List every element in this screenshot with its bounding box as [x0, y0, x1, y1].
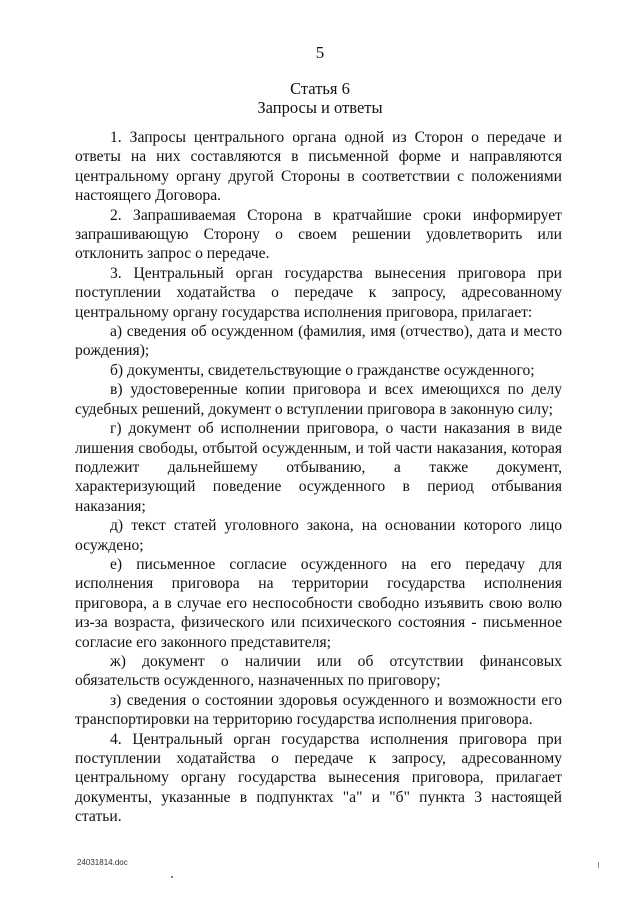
- subparagraph-a: а) сведения об осужденном (фамилия, имя (отчество), дата и место рождения);: [75, 323, 562, 360]
- subparagraph-zh: ж) документ о наличии или об отсутствии финансовых обязательств осужденного, назначенных по приговору;: [75, 652, 562, 690]
- subparagraph-e: е) письменное согласие осужденного на его передачу для исполнения приговора на территории государства исполнения приговора, а в случае его неспособности свободно изъявить свою волю из-за возраста, физического или психического состояния - письменное согласие его законного представителя;: [75, 555, 562, 651]
- article-title: Статья 6: [290, 79, 350, 98]
- paragraph-4: 4. Центральный орган государства исполнения приговора при поступлении ходатайства о передаче к запросу, адресованному центральному органу государства вынесения приговора, прилагает документы, указанные в подпунктах "а" и "б" пункта 3 настоящей статьи.: [75, 730, 562, 826]
- page-number: 5: [315, 43, 325, 62]
- subparagraph-v: в) удостоверенные копии приговора и всех имеющихся по делу судебных решений, документ о вступлении приговора в законную силу;: [75, 381, 562, 418]
- footer-filename: 24031814.doc: [77, 858, 128, 867]
- footer-dot-mark: [171, 876, 173, 878]
- subparagraph-d: д) текст статей уголовного закона, на основании которого лицо осуждено;: [75, 517, 562, 554]
- corner-tick-mark: [598, 862, 599, 868]
- paragraph-3: 3. Центральный орган государства вынесения приговора при поступлении ходатайства о передаче к запросу, адресованному центральному органу государства исполнения приговора, прилагает:: [75, 264, 562, 321]
- subparagraph-b: б) документы, свидетельствующие о гражданстве осужденного;: [110, 361, 535, 379]
- subparagraph-g: г) документ об исполнении приговора, о части наказания в виде лишения свободы, отбытой осужденным, и той части наказания, которая подлежит дальнейшему отбыванию, а также документ, характеризующий поведение осужденного в период отбывания наказания;: [75, 420, 562, 515]
- paragraph-1: 1. Запросы центрального органа одной из Сторон о передаче и ответы на них составляются в письменной форме и направляются центральному органу другой Стороны в соответствии с положениями настоящего Договора.: [75, 129, 562, 205]
- article-subtitle: Запросы и ответы: [257, 98, 383, 117]
- subparagraph-z: з) сведения о состоянии здоровья осужденного и возможности его транспортировки на территорию государства исполнения приговора.: [75, 691, 562, 729]
- paragraph-2: 2. Запрашиваемая Сторона в кратчайшие сроки информирует запрашивающую Сторону о своем решении удовлетворить или отклонить запрос о передаче.: [75, 206, 562, 263]
- article-body: [75, 128, 562, 827]
